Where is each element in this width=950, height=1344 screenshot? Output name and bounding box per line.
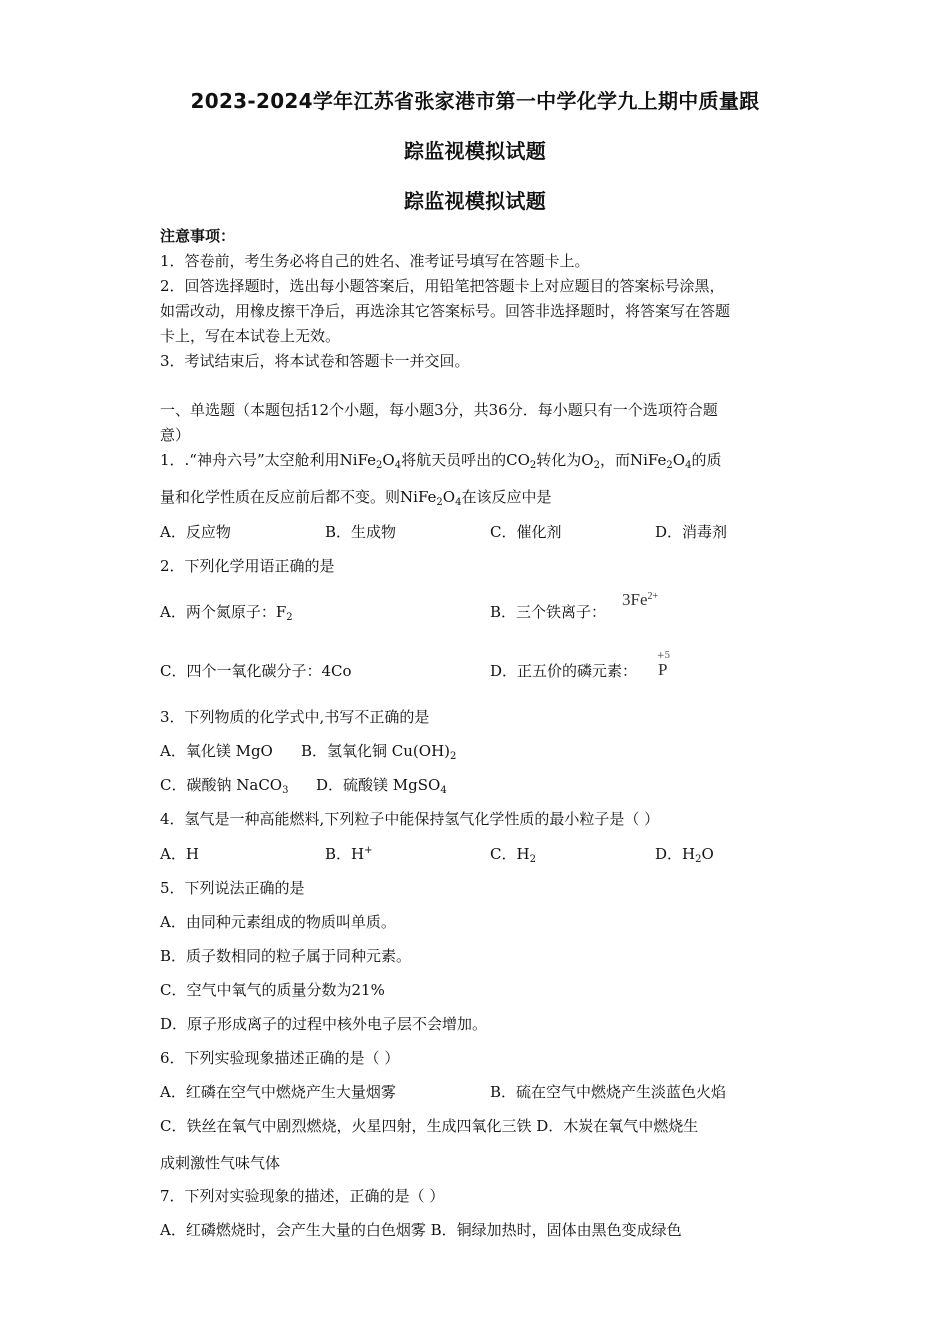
- q5-option-b[interactable]: B．质子数相同的粒子属于同种元素。: [160, 947, 412, 965]
- notice-item-2c: 卡上，写在本试卷上无效。: [160, 327, 341, 345]
- doc-title-line2: 踪监视模拟试题: [403, 139, 547, 163]
- q5-option-d[interactable]: D．原子形成离子的过程中核外电子层不会增加。: [160, 1015, 488, 1033]
- q2-option-d[interactable]: D．正五价的磷元素：: [490, 662, 638, 680]
- q6-option-a[interactable]: A．红磷在空气中燃烧产生大量烟雾: [160, 1083, 396, 1101]
- q6-option-c-d[interactable]: C．铁丝在氧气中剧烈燃烧，火星四射，生成四氧化三铁 D．木炭在氧气中燃烧生: [160, 1117, 699, 1135]
- notice-item-2b: 如需改动，用橡皮擦干净后，再选涂其它答案标号。回答非选择题时，将答案写在答题: [160, 302, 731, 320]
- q2-option-a[interactable]: A．两个氮原子：$F_2$: [160, 603, 293, 623]
- q1-option-d[interactable]: D．消毒剂: [655, 523, 728, 541]
- notice-item-1: 1．答卷前，考生务必将自己的姓名、准考证号填写在答题卡上。: [160, 252, 590, 270]
- q1-stem-line2: 量和化学性质在反应前后都不变。则$NiFe_2O_4$在该反应中是: [160, 488, 552, 508]
- q3-option-a[interactable]: A．氧化镁 MgO: [160, 742, 273, 760]
- q3-option-d[interactable]: D．硫酸镁 MgSO$_4$: [316, 776, 447, 796]
- notice-item-3: 3．考试结束后，将本试卷和答题卡一并交回。: [160, 352, 470, 370]
- q2-option-d-symbol: P: [658, 660, 668, 679]
- q6-option-d-continued: 成刺激性气味气体: [160, 1154, 281, 1172]
- notice-item-2a: 2．回答选择题时，选出每小题答案后，用铅笔把答题卡上对应题目的答案标号涂黑，: [160, 277, 725, 295]
- q3-stem: 3．下列物质的化学式中,书写不正确的是: [160, 708, 430, 726]
- q5-option-a[interactable]: A．由同种元素组成的物质叫单质。: [160, 913, 396, 931]
- section-heading-a: 一、单选题（本题包括12个小题，每小题3分，共36分．每小题只有一个选项符合题: [160, 401, 718, 419]
- q4-option-b[interactable]: B．H+: [325, 845, 373, 863]
- q5-option-c[interactable]: C．空气中氧气的质量分数为21%: [160, 981, 385, 999]
- q5-stem: 5．下列说法正确的是: [160, 879, 305, 897]
- q4-stem: 4．氢气是一种高能燃料,下列粒子中能保持氢气化学性质的最小粒子是（ ）: [160, 810, 660, 828]
- q3-option-c[interactable]: C．碳酸钠 NaCO$_3$: [160, 776, 289, 796]
- q4-option-d[interactable]: D．$H_2O$: [655, 845, 714, 865]
- doc-title-line3: 踪监视模拟试题: [403, 189, 547, 213]
- q1-option-c[interactable]: C．催化剂: [490, 523, 562, 541]
- q4-option-a[interactable]: A．H: [160, 845, 199, 863]
- notice-heading: 注意事项：: [160, 227, 236, 245]
- q6-stem: 6．下列实验现象描述正确的是（ ）: [160, 1049, 400, 1067]
- q2-stem: 2．下列化学用语正确的是: [160, 557, 335, 575]
- q7-option-a-b[interactable]: A．红磷燃烧时，会产生大量的白色烟雾 B．铜绿加热时，固体由黑色变成绿色: [160, 1221, 682, 1239]
- q2-option-c[interactable]: C．四个一氧化碳分子：4Co: [160, 662, 352, 680]
- q1-option-b[interactable]: B．生成物: [325, 523, 397, 541]
- section-heading-b: 意）: [160, 426, 191, 444]
- q2-option-b-formula: $3Fe^{2+}$: [622, 590, 659, 609]
- q7-stem: 7．下列对实验现象的描述，正确的是（ ）: [160, 1187, 445, 1205]
- q1-stem-line1: 1．.“神舟六号”太空舱利用$NiFe_2O_4$将航天员呼出的$CO_2$转化为$O_2$，而$NiFe_2O_4$的质: [160, 451, 722, 471]
- q3-option-b[interactable]: B．氢氧化铜 $Cu(OH)_2$: [301, 742, 457, 762]
- doc-title-line1: 2023-2024学年江苏省张家港市第一中学化学九上期中质量跟: [190, 89, 760, 113]
- q2-option-b[interactable]: B．三个铁离子：: [490, 603, 607, 621]
- q6-option-b[interactable]: B．硫在空气中燃烧产生淡蓝色火焰: [490, 1083, 727, 1101]
- q2-valence-mark: +5: [657, 651, 671, 661]
- q4-option-c[interactable]: C．$H_2$: [490, 845, 536, 865]
- q1-option-a[interactable]: A．反应物: [160, 523, 231, 541]
